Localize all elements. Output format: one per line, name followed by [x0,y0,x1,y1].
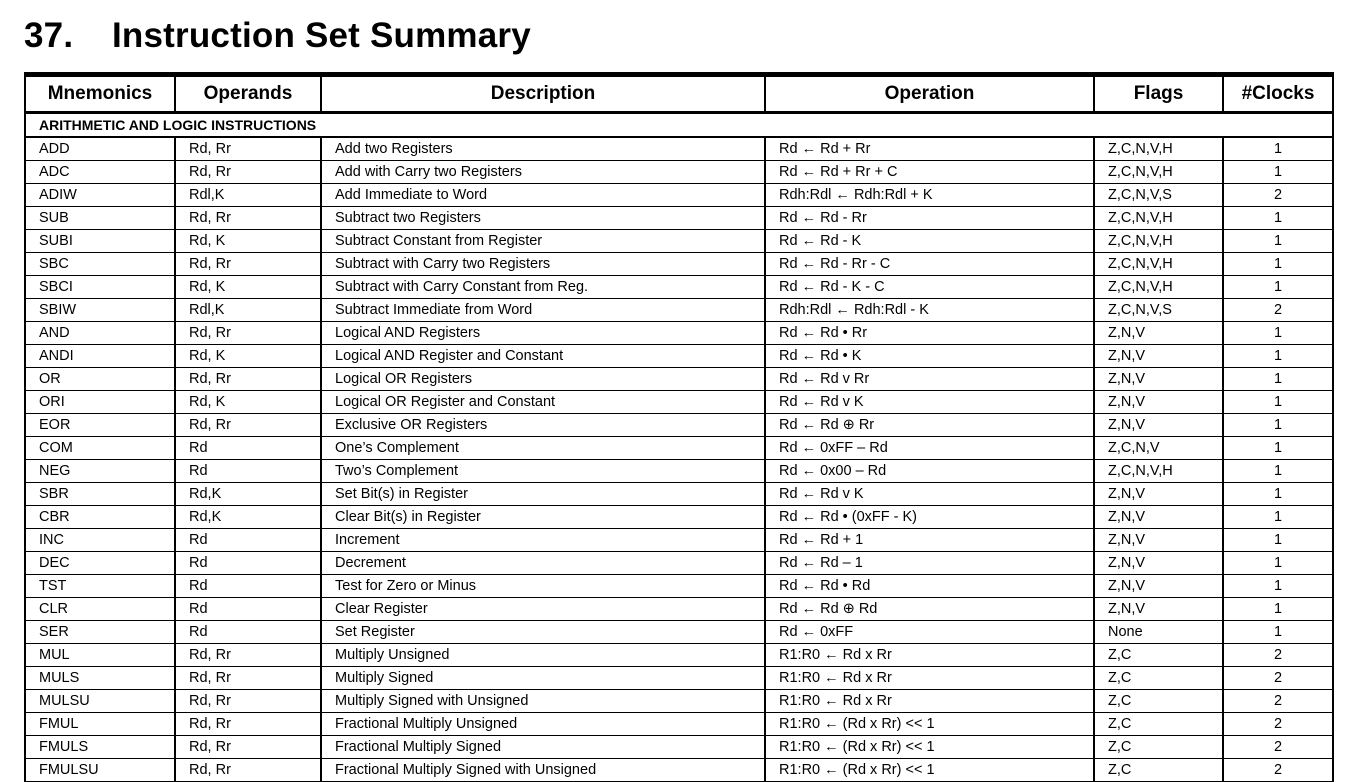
clocks-cell: 1 [1223,253,1333,276]
description-cell: Logical AND Registers [321,322,765,345]
description-cell: Logical AND Register and Constant [321,345,765,368]
flags-cell: Z,C [1094,759,1223,782]
table-row [25,460,1333,483]
operation-cell: Rd ← Rd - K [765,230,1094,253]
description-cell: Subtract two Registers [321,207,765,230]
clocks-cell: 2 [1223,184,1333,207]
mnemonic-cell: ADC [25,161,175,184]
flags-cell: Z,C,N,V,H [1094,230,1223,253]
mnemonic-cell: EOR [25,414,175,437]
operation-cell: Rd ← Rd + Rr + C [765,161,1094,184]
flags-cell: Z,N,V [1094,414,1223,437]
table-row [25,506,1333,529]
flags-cell: Z,N,V [1094,552,1223,575]
table-row [25,690,1333,713]
mnemonic-cell: FMUL [25,713,175,736]
table-row [25,161,1333,184]
table-row [25,253,1333,276]
mnemonic-cell: ADIW [25,184,175,207]
operands-cell: Rd, Rr [175,207,321,230]
table-row [25,137,1333,161]
description-cell: Add with Carry two Registers [321,161,765,184]
operands-cell: Rd, Rr [175,759,321,782]
description-cell: Increment [321,529,765,552]
clocks-cell: 1 [1223,483,1333,506]
clocks-cell: 1 [1223,621,1333,644]
operation-cell: Rd ← Rd • Rr [765,322,1094,345]
operands-cell: Rd [175,598,321,621]
mnemonic-cell: INC [25,529,175,552]
operation-cell: Rd ← Rd v Rr [765,368,1094,391]
table-row [25,391,1333,414]
clocks-cell: 2 [1223,299,1333,322]
operands-cell: Rd, K [175,230,321,253]
table-row [25,552,1333,575]
mnemonic-cell: DEC [25,552,175,575]
clocks-cell: 1 [1223,230,1333,253]
operation-cell: Rd ← Rd + Rr [765,137,1094,161]
operands-cell: Rd,K [175,483,321,506]
description-cell: Add two Registers [321,137,765,161]
operands-cell: Rd [175,529,321,552]
operation-cell: R1:R0 ← Rd x Rr [765,644,1094,667]
mnemonic-cell: SBCI [25,276,175,299]
clocks-cell: 2 [1223,713,1333,736]
clocks-cell: 2 [1223,690,1333,713]
description-cell: Add Immediate to Word [321,184,765,207]
flags-cell: None [1094,621,1223,644]
operands-cell: Rd, Rr [175,414,321,437]
column-header-clocks: #Clocks [1223,75,1333,113]
table-row [25,575,1333,598]
description-cell: Two’s Complement [321,460,765,483]
operands-cell: Rd, Rr [175,137,321,161]
description-cell: Fractional Multiply Signed [321,736,765,759]
table-row [25,644,1333,667]
description-cell: Subtract with Carry Constant from Reg. [321,276,765,299]
operands-cell: Rd,K [175,506,321,529]
operation-cell: Rd ← Rd - Rr - C [765,253,1094,276]
flags-cell: Z,C [1094,736,1223,759]
flags-cell: Z,C,N,V,S [1094,299,1223,322]
operands-cell: Rd [175,552,321,575]
description-cell: Fractional Multiply Unsigned [321,713,765,736]
flags-cell: Z,C,N,V,H [1094,276,1223,299]
operands-cell: Rdl,K [175,299,321,322]
description-cell: Subtract with Carry two Registers [321,253,765,276]
operands-cell: Rd [175,460,321,483]
mnemonic-cell: MULSU [25,690,175,713]
operation-cell: Rd ← Rd ⊕ Rd [765,598,1094,621]
clocks-cell: 1 [1223,137,1333,161]
flags-cell: Z,C [1094,690,1223,713]
operation-cell: Rdh:Rdl ← Rdh:Rdl + K [765,184,1094,207]
table-row [25,368,1333,391]
operation-cell: Rd ← Rd + 1 [765,529,1094,552]
flags-cell: Z,C,N,V,H [1094,207,1223,230]
operands-cell: Rd, Rr [175,667,321,690]
table-row [25,759,1333,782]
clocks-cell: 1 [1223,322,1333,345]
operands-cell: Rd, Rr [175,713,321,736]
operands-cell: Rd, K [175,391,321,414]
mnemonic-cell: ADD [25,137,175,161]
mnemonic-cell: FMULSU [25,759,175,782]
clocks-cell: 1 [1223,529,1333,552]
clocks-cell: 1 [1223,575,1333,598]
mnemonic-cell: MUL [25,644,175,667]
clocks-cell: 1 [1223,345,1333,368]
operation-cell: Rd ← Rd - Rr [765,207,1094,230]
column-header-flags: Flags [1094,75,1223,113]
clocks-cell: 1 [1223,552,1333,575]
flags-cell: Z,N,V [1094,322,1223,345]
operation-cell: R1:R0 ← (Rd x Rr) << 1 [765,736,1094,759]
operation-cell: Rd ← 0x00 – Rd [765,460,1094,483]
clocks-cell: 2 [1223,759,1333,782]
flags-cell: Z,N,V [1094,529,1223,552]
table-row [25,299,1333,322]
operation-cell: Rd ← Rd v K [765,483,1094,506]
mnemonic-cell: FMULS [25,736,175,759]
mnemonic-cell: SBIW [25,299,175,322]
clocks-cell: 1 [1223,506,1333,529]
page-title: Instruction Set Summary [112,16,531,55]
mnemonic-cell: ORI [25,391,175,414]
page-heading [24,16,531,56]
description-cell: Decrement [321,552,765,575]
mnemonic-cell: ANDI [25,345,175,368]
description-cell: Clear Register [321,598,765,621]
column-header-description: Description [321,75,765,113]
clocks-cell: 1 [1223,437,1333,460]
section-title: ARITHMETIC AND LOGIC INSTRUCTIONS [25,113,1333,138]
flags-cell: Z,C,N,V,H [1094,161,1223,184]
table-row [25,713,1333,736]
operands-cell: Rd, Rr [175,368,321,391]
mnemonic-cell: NEG [25,460,175,483]
clocks-cell: 1 [1223,276,1333,299]
description-cell: Exclusive OR Registers [321,414,765,437]
operation-cell: R1:R0 ← (Rd x Rr) << 1 [765,713,1094,736]
mnemonic-cell: AND [25,322,175,345]
table-row [25,598,1333,621]
clocks-cell: 1 [1223,207,1333,230]
mnemonic-cell: OR [25,368,175,391]
clocks-cell: 1 [1223,368,1333,391]
mnemonic-cell: SUB [25,207,175,230]
operands-cell: Rd [175,437,321,460]
flags-cell: Z,C,N,V,H [1094,460,1223,483]
description-cell: Set Register [321,621,765,644]
operation-cell: Rd ← 0xFF [765,621,1094,644]
flags-cell: Z,N,V [1094,368,1223,391]
header-row [25,75,1333,113]
operands-cell: Rd, Rr [175,161,321,184]
operation-cell: R1:R0 ← Rd x Rr [765,690,1094,713]
description-cell: Subtract Immediate from Word [321,299,765,322]
operation-cell: Rd ← Rd • Rd [765,575,1094,598]
description-cell: Test for Zero or Minus [321,575,765,598]
flags-cell: Z,N,V [1094,483,1223,506]
description-cell: Set Bit(s) in Register [321,483,765,506]
description-cell: Multiply Signed [321,667,765,690]
flags-cell: Z,C,N,V,H [1094,253,1223,276]
section-number: 37. [24,16,74,55]
description-cell: Fractional Multiply Signed with Unsigned [321,759,765,782]
operands-cell: Rd [175,575,321,598]
flags-cell: Z,C,N,V,H [1094,137,1223,161]
clocks-cell: 1 [1223,598,1333,621]
table-row [25,322,1333,345]
clocks-cell: 1 [1223,460,1333,483]
flags-cell: Z,C,N,V,S [1094,184,1223,207]
operation-cell: R1:R0 ← (Rd x Rr) << 1 [765,759,1094,782]
operation-cell: Rd ← Rd – 1 [765,552,1094,575]
mnemonic-cell: SBC [25,253,175,276]
operands-cell: Rd, Rr [175,253,321,276]
clocks-cell: 2 [1223,736,1333,759]
table-row [25,345,1333,368]
mnemonic-cell: CBR [25,506,175,529]
clocks-cell: 2 [1223,667,1333,690]
operation-cell: R1:R0 ← Rd x Rr [765,667,1094,690]
description-cell: Logical OR Registers [321,368,765,391]
flags-cell: Z,N,V [1094,598,1223,621]
flags-cell: Z,N,V [1094,345,1223,368]
operation-cell: Rd ← Rd ⊕ Rr [765,414,1094,437]
mnemonic-cell: SER [25,621,175,644]
flags-cell: Z,C [1094,644,1223,667]
operands-cell: Rd, Rr [175,644,321,667]
operands-cell: Rd, K [175,345,321,368]
table-row [25,184,1333,207]
clocks-cell: 1 [1223,391,1333,414]
table-row [25,667,1333,690]
operation-cell: Rd ← Rd - K - C [765,276,1094,299]
instruction-set-table [24,72,1334,782]
clocks-cell: 1 [1223,161,1333,184]
column-header-mnemonics: Mnemonics [25,75,175,113]
table-row [25,621,1333,644]
clocks-cell: 1 [1223,414,1333,437]
mnemonic-cell: MULS [25,667,175,690]
description-cell: Subtract Constant from Register [321,230,765,253]
mnemonic-cell: TST [25,575,175,598]
operands-cell: Rd [175,621,321,644]
flags-cell: Z,C [1094,667,1223,690]
operation-cell: Rd ← Rd v K [765,391,1094,414]
operands-cell: Rd, Rr [175,322,321,345]
table-body [25,113,1333,782]
clocks-cell: 2 [1223,644,1333,667]
operation-cell: Rd ← 0xFF – Rd [765,437,1094,460]
table-row [25,230,1333,253]
table-row [25,276,1333,299]
table-row [25,414,1333,437]
description-cell: Clear Bit(s) in Register [321,506,765,529]
column-header-operands: Operands [175,75,321,113]
column-header-operation: Operation [765,75,1094,113]
operands-cell: Rd, Rr [175,690,321,713]
operation-cell: Rd ← Rd • (0xFF - K) [765,506,1094,529]
flags-cell: Z,N,V [1094,575,1223,598]
description-cell: Multiply Unsigned [321,644,765,667]
flags-cell: Z,N,V [1094,391,1223,414]
flags-cell: Z,N,V [1094,506,1223,529]
operation-cell: Rd ← Rd • K [765,345,1094,368]
mnemonic-cell: SUBI [25,230,175,253]
flags-cell: Z,C,N,V [1094,437,1223,460]
operands-cell: Rd, K [175,276,321,299]
operands-cell: Rdl,K [175,184,321,207]
mnemonic-cell: SBR [25,483,175,506]
operation-cell: Rdh:Rdl ← Rdh:Rdl - K [765,299,1094,322]
table-row [25,437,1333,460]
operands-cell: Rd, Rr [175,736,321,759]
mnemonic-cell: COM [25,437,175,460]
mnemonic-cell: CLR [25,598,175,621]
table-row [25,207,1333,230]
description-cell: One’s Complement [321,437,765,460]
flags-cell: Z,C [1094,713,1223,736]
table-row [25,736,1333,759]
description-cell: Logical OR Register and Constant [321,391,765,414]
table-row [25,483,1333,506]
description-cell: Multiply Signed with Unsigned [321,690,765,713]
section-row [25,113,1333,138]
table-row [25,529,1333,552]
